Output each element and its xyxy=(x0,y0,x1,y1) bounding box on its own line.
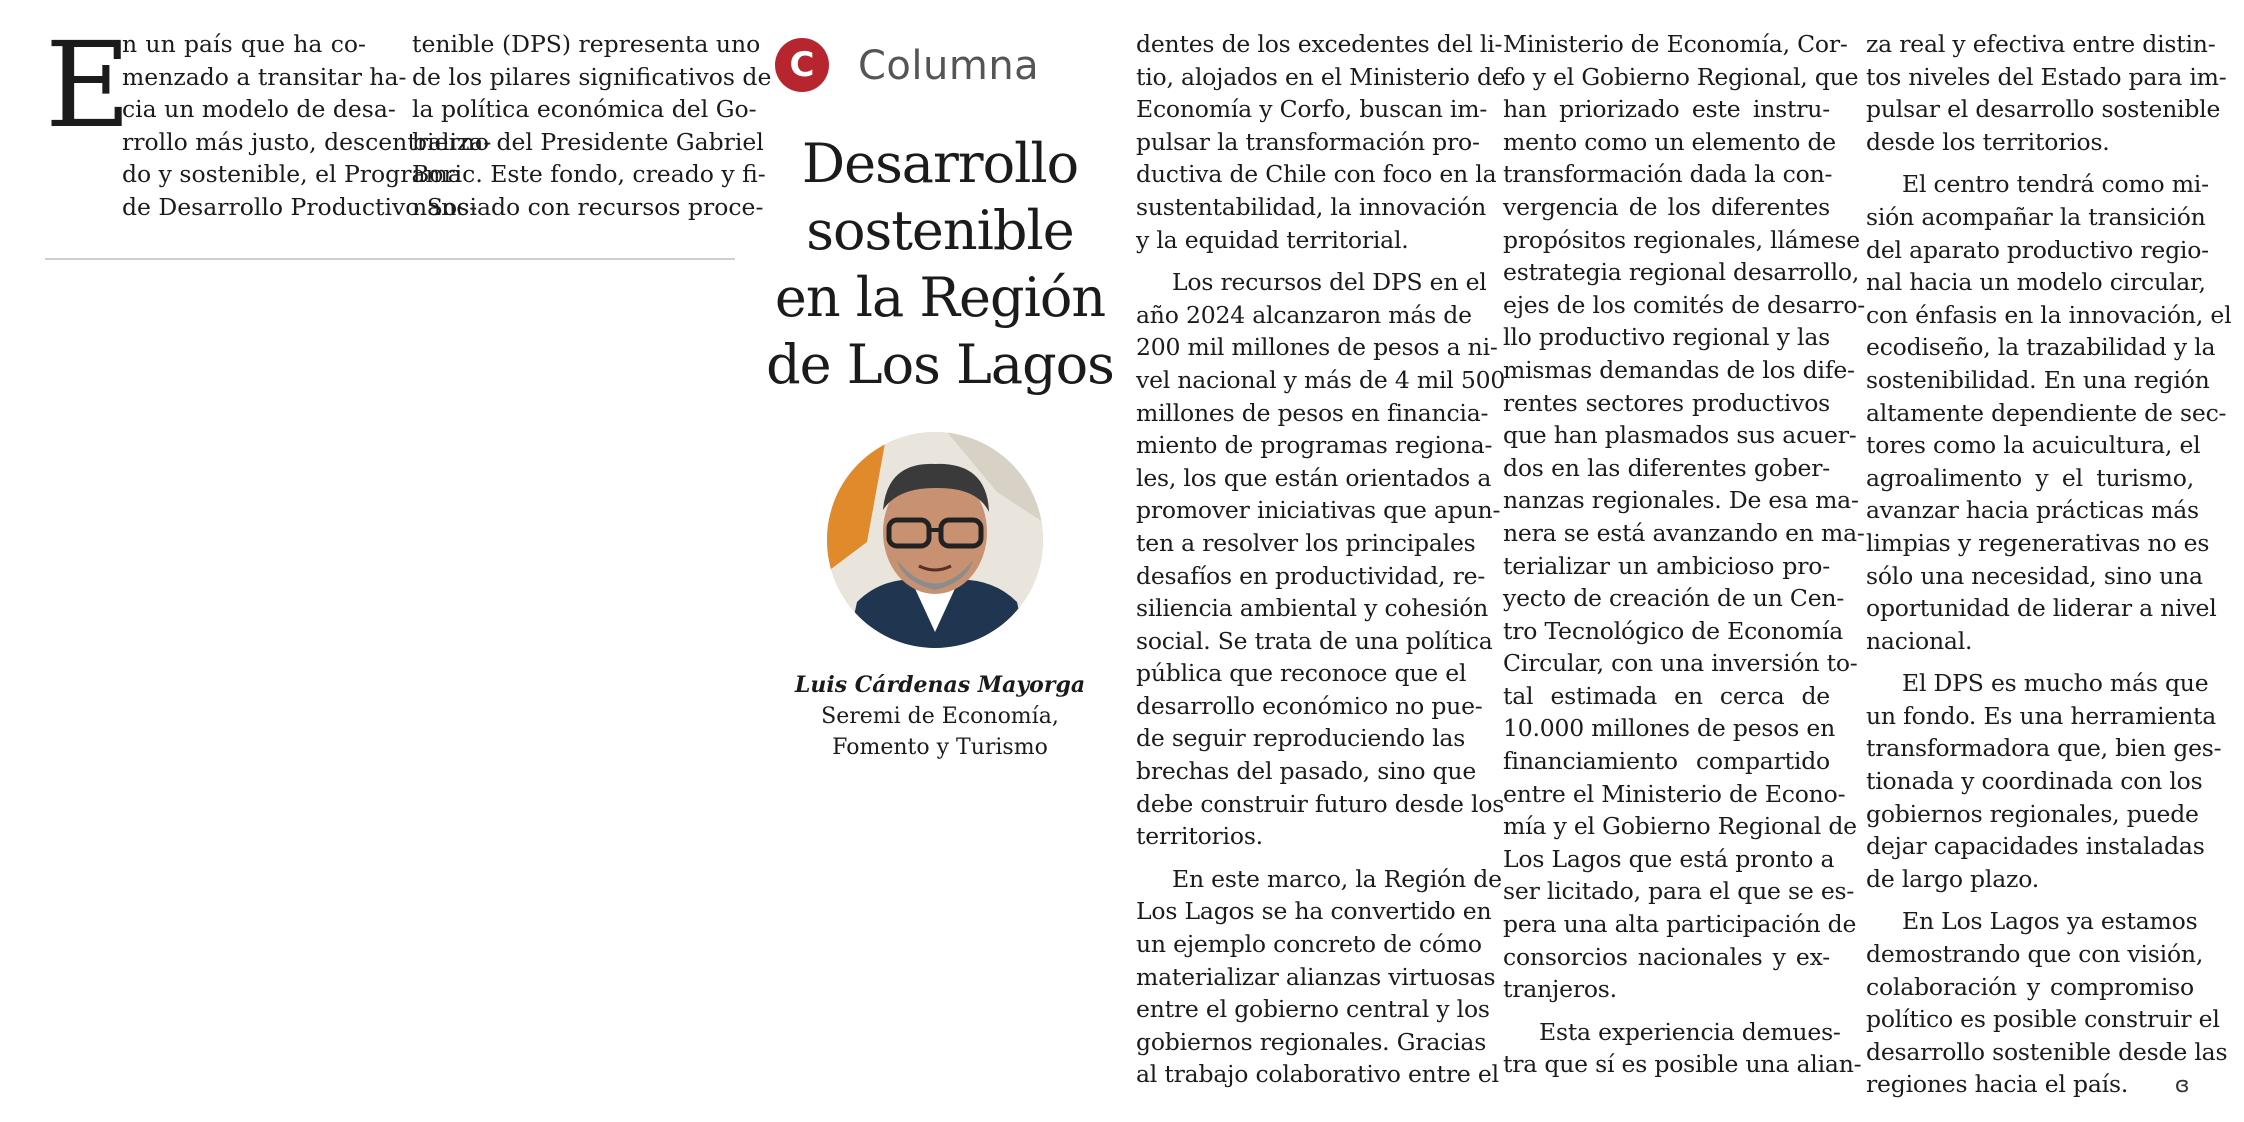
text-line: un fondo. Es una herramienta xyxy=(1866,701,2217,730)
text-line: sostenibilidad. En una región xyxy=(1866,365,2210,394)
text-line: ejes de los comités de desarro- xyxy=(1503,290,1866,319)
author-portrait-icon xyxy=(827,432,1043,648)
text-line: tores como la acuicultura, el xyxy=(1866,431,2201,460)
text-line: tal estimada en cerca de xyxy=(1503,681,1830,710)
text-line: nanzas regionales. De esa ma- xyxy=(1503,486,1859,515)
text-line: transformadora que, bien ges- xyxy=(1866,734,2222,763)
text-line: debe construir futuro desde los xyxy=(1136,789,1505,818)
text-line: la política económica del Go- xyxy=(412,95,757,124)
text-line: dejar capacidades instaladas xyxy=(1866,832,2205,861)
text-line: materializar alianzas virtuosas xyxy=(1136,962,1496,991)
section-label: Columna xyxy=(858,43,1040,89)
column-badge: C xyxy=(775,38,829,92)
text-line: 10.000 millones de pesos en xyxy=(1503,714,1835,743)
text-line: financiamiento compartido xyxy=(1503,747,1830,776)
text-line: gobiernos regionales, puede xyxy=(1866,799,2199,828)
body-column-3 xyxy=(1136,28,1506,1091)
headline xyxy=(745,130,1135,398)
text-line: tra que sí es posible una alian- xyxy=(1503,1050,1862,1079)
text-line: En Los Lagos ya estamos xyxy=(1902,907,2198,936)
text-line: Ministerio de Economía, Cor- xyxy=(1503,30,1848,58)
text-line: consorcios nacionales y ex- xyxy=(1503,942,1830,971)
text-line: político es posible construir el xyxy=(1866,1005,2220,1034)
text-line: mía y el Gobierno Regional de xyxy=(1503,812,1857,841)
body-column-5 xyxy=(1866,28,2232,1103)
headline-line: Desarrollo xyxy=(801,132,1079,195)
text-line: entre el gobierno central y los xyxy=(1136,995,1490,1024)
headline-line: de Los Lagos xyxy=(766,333,1114,396)
text-line: agroalimento y el turismo, xyxy=(1866,463,2194,492)
text-line: 200 mil millones de pesos a ni- xyxy=(1136,333,1498,362)
author-role: Fomento y Turismo xyxy=(832,735,1048,760)
text-line: tenible (DPS) representa uno xyxy=(412,30,761,58)
text-line: altamente dependiente de sec- xyxy=(1866,398,2227,427)
text-line: mismas demandas de los dife- xyxy=(1503,355,1855,384)
text-line: de largo plazo. xyxy=(1866,864,2039,893)
text-line: entre el Ministerio de Econo- xyxy=(1503,779,1846,808)
text-line: menzado a transitar ha- xyxy=(122,62,407,91)
end-mark-icon: ɞ xyxy=(2168,1073,2190,1099)
author-name: Luis Cárdenas Mayorga xyxy=(794,672,1086,698)
text-line: demostrando que con visión, xyxy=(1866,940,2204,969)
text-line: n un país que ha co- xyxy=(122,30,366,58)
text-line: pública que reconoce que el xyxy=(1136,659,1467,688)
text-line: propósitos regionales, llámese xyxy=(1503,225,1860,254)
text-line: de seguir reproduciendo las xyxy=(1136,724,1466,753)
text-line: colaboración y compromiso xyxy=(1866,972,2194,1001)
text-line: pera una alta participación de xyxy=(1503,910,1857,939)
intro-column-2 xyxy=(412,28,772,224)
text-line: El DPS es mucho más que xyxy=(1902,669,2209,698)
text-line: gobiernos regionales. Gracias xyxy=(1136,1027,1487,1056)
text-line: estrategia regional desarrollo, xyxy=(1503,258,1860,287)
text-line: mento como un elemento de xyxy=(1503,127,1837,156)
text-line: sustentabilidad, la innovación xyxy=(1136,192,1486,221)
text-line: terializar un ambicioso pro- xyxy=(1503,551,1830,580)
text-line: limpias y regenerativas no es xyxy=(1866,528,2210,557)
text-line: Los Lagos que está pronto a xyxy=(1503,844,1835,873)
text-line: y la equidad territorial. xyxy=(1136,225,1409,254)
text-line: tos niveles del Estado para im- xyxy=(1866,62,2227,91)
text-line: nera se está avanzando en ma- xyxy=(1503,518,1865,547)
text-line: un ejemplo concreto de cómo xyxy=(1136,930,1482,959)
text-line: al trabajo colaborativo entre el xyxy=(1136,1060,1499,1089)
text-line: Esta experiencia demues- xyxy=(1539,1017,1841,1046)
text-line: Los recursos del DPS en el xyxy=(1172,268,1487,297)
text-line: ecodiseño, la trazabilidad y la xyxy=(1866,333,2216,362)
text-line: con énfasis en la innovación, el xyxy=(1866,300,2232,329)
text-line: de Desarrollo Productivo Sos- xyxy=(122,192,478,221)
text-line: dentes de los excedentes del li- xyxy=(1136,30,1503,58)
headline-line: en la Región xyxy=(774,266,1106,329)
text-line: brechas del pasado, sino que xyxy=(1136,757,1477,786)
text-line: ten a resolver los principales xyxy=(1136,528,1476,557)
text-line: desde los territorios. xyxy=(1866,127,2110,156)
text-line: regiones hacia el país. ɞ xyxy=(1866,1070,2190,1099)
body-column-4 xyxy=(1503,28,1866,1081)
text-line: fo y el Gobierno Regional, que xyxy=(1503,62,1859,91)
text-line: Economía y Corfo, buscan im- xyxy=(1136,95,1488,124)
text-line: tio, alojados en el Ministerio de xyxy=(1136,62,1506,91)
text-line: sólo una necesidad, sino una xyxy=(1866,561,2203,590)
text-line: ser licitado, para el que se es- xyxy=(1503,877,1855,906)
text-line: social. Se trata de una política xyxy=(1136,626,1493,655)
text-line: rrollo más justo, descentraliza- xyxy=(122,127,492,156)
text-line: nacional. xyxy=(1866,626,1973,655)
intro-divider xyxy=(45,258,735,260)
text-line: del aparato productivo regio- xyxy=(1866,235,2209,264)
text-line: avanzar hacia prácticas más xyxy=(1866,496,2199,525)
text-line: pulsar la transformación pro- xyxy=(1136,127,1480,156)
text-line: han priorizado este instru- xyxy=(1503,95,1830,124)
text-line: siliencia ambiental y cohesión xyxy=(1136,594,1489,623)
author-role: Seremi de Economía, xyxy=(821,704,1059,729)
text-line: les, los que están orientados a xyxy=(1136,463,1492,492)
text-line: millones de pesos en financia- xyxy=(1136,398,1489,427)
text-line: za real y efectiva entre distin- xyxy=(1866,30,2216,58)
text-line: desarrollo sostenible desde las xyxy=(1866,1037,2228,1066)
text-line: sión acompañar la transición xyxy=(1866,202,2206,231)
author-photo xyxy=(827,432,1043,648)
text-line: do y sostenible, el Programa xyxy=(122,160,462,189)
text-line: que han plasmados sus acuer- xyxy=(1503,421,1857,450)
text-line: En este marco, la Región de xyxy=(1172,864,1502,893)
text-line: Circular, con una inversión to- xyxy=(1503,649,1858,678)
drop-cap: E xyxy=(45,16,132,154)
text-line: yecto de creación de un Cen- xyxy=(1503,584,1845,613)
text-line: desarrollo económico no pue- xyxy=(1136,691,1483,720)
text-line: rentes sectores productivos xyxy=(1503,388,1830,417)
text-line: llo productivo regional y las xyxy=(1503,323,1830,352)
text-line: Boric. Este fondo, creado y fi- xyxy=(412,160,766,189)
text-line: territorios. xyxy=(1136,822,1263,851)
text-line: miento de programas regiona- xyxy=(1136,431,1493,460)
text-line: cia un modelo de desa- xyxy=(122,95,396,124)
text-line: año 2024 alcanzaron más de xyxy=(1136,300,1472,329)
text-line: nanciado con recursos proce- xyxy=(412,192,764,221)
text-line: promover iniciativas que apun- xyxy=(1136,496,1501,525)
text-line: tro Tecnológico de Economía xyxy=(1503,616,1844,645)
text-line: vergencia de los diferentes xyxy=(1503,192,1830,221)
text-line: tionada y coordinada con los xyxy=(1866,767,2203,796)
text-line: de los pilares significativos de xyxy=(412,62,772,91)
text-line: ductiva de Chile con foco en la xyxy=(1136,160,1497,189)
text-line: vel nacional y más de 4 mil 500 xyxy=(1136,365,1506,394)
text-line: bierno del Presidente Gabriel xyxy=(412,127,764,156)
text-line: transformación dada la con- xyxy=(1503,160,1833,189)
text-line: tranjeros. xyxy=(1503,975,1617,1004)
text-line: dos en las diferentes gober- xyxy=(1503,453,1830,482)
intro-column-1 xyxy=(122,28,492,224)
text-line: Los Lagos se ha convertido en xyxy=(1136,897,1492,926)
author-byline xyxy=(745,670,1135,763)
headline-line: sostenible xyxy=(806,199,1074,262)
text-line: desafíos en productividad, re- xyxy=(1136,561,1486,590)
text-line: pulsar el desarrollo sostenible xyxy=(1866,95,2221,124)
text-line: El centro tendrá como mi- xyxy=(1902,170,2209,199)
text-line: oportunidad de liderar a nivel xyxy=(1866,594,2217,623)
text-line: nal hacia un modelo circular, xyxy=(1866,268,2206,297)
